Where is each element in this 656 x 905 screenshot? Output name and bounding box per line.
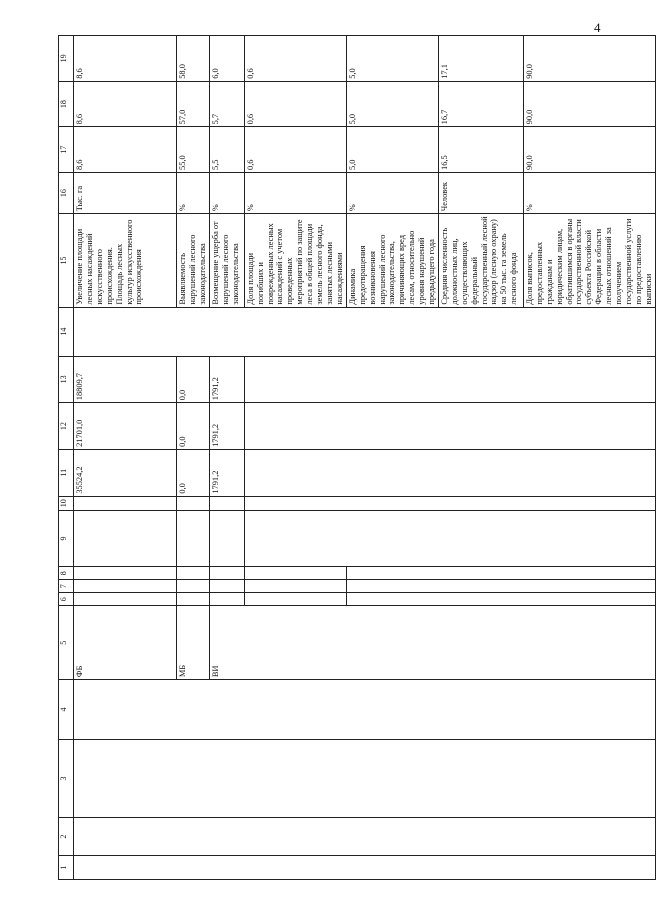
- funding-source-cell: ФБ: [74, 606, 177, 680]
- value-cell: 0,6: [244, 127, 346, 173]
- header-cell: 15: [59, 214, 74, 307]
- table-cell: [209, 496, 244, 510]
- table-row: [74, 36, 177, 880]
- indicator-name-cell: Динамика предотвращения возникновения нарушений лесного законодательства, причиняющих вред лесам, относительно уровня нарушений предыдущего года: [346, 214, 438, 307]
- indicator-name-cell: Доля площади погибших и поврежденных лесных насаждений с учетом проведенных мероприятий по защите леса в общей площади земель лесного фонда, занятых лесными насаждениями: [244, 214, 346, 307]
- value-cell: 6,0: [209, 36, 244, 82]
- header-cell: 2: [59, 818, 74, 856]
- unit-cell: %: [177, 172, 210, 213]
- header-row: [59, 36, 74, 880]
- table-cell: [74, 593, 177, 606]
- unit-cell: %: [523, 172, 655, 213]
- value-cell: 90,0: [523, 36, 655, 82]
- header-cell: 10: [59, 496, 74, 510]
- indicator-name-cell: Доля выписок, предоставленных гражданам и юридическим лицам, обратившимся в органы государственной власти субъекта Российской Федерации в области лесных отношений за получением государственной услуги по предоставлению выписки: [523, 214, 655, 307]
- value-cell: 90,0: [523, 127, 655, 173]
- value-cell: 5,0: [346, 36, 438, 82]
- value-cell: 5,0: [346, 127, 438, 173]
- amount-cell: 18809,7: [74, 356, 177, 403]
- unit-cell: Человек: [438, 172, 523, 213]
- amount-cell: 0,0: [177, 403, 210, 450]
- unit-cell: Тыс. га: [74, 172, 177, 213]
- funding-source-cell: ВИ: [209, 606, 655, 680]
- value-cell: 90,0: [523, 81, 655, 127]
- amount-cell: 21701,0: [74, 403, 177, 450]
- value-cell: 5,5: [209, 127, 244, 173]
- table-cell: [74, 680, 656, 740]
- header-cell: 12: [59, 403, 74, 450]
- table-cell: [209, 567, 244, 580]
- value-cell: 5,7: [209, 81, 244, 127]
- header-cell: 3: [59, 739, 74, 817]
- value-cell: 8,6: [74, 127, 177, 173]
- table-cell: [74, 818, 656, 856]
- table-cell: [177, 580, 210, 593]
- header-cell: 19: [59, 36, 74, 82]
- amount-cell: 0,0: [177, 356, 210, 403]
- table-cell: [244, 593, 346, 606]
- value-cell: 58,0: [177, 36, 210, 82]
- header-cell: 9: [59, 510, 74, 566]
- table-cell: [74, 580, 177, 593]
- table-cell: [244, 449, 655, 496]
- header-cell: 13: [59, 356, 74, 403]
- amount-cell: 35524,2: [74, 449, 177, 496]
- indicator-name-cell: Увеличение площади лесных насаждений искусственного происхождения. Площадь лесных культур искусственного происхождения: [74, 214, 177, 307]
- indicator-name-cell: Средняя численность должностных лиц, осуществляющих федеральный государственный лесной надзор (лесную охрану) на 50 тыс. га земель лесного фонда: [438, 214, 523, 307]
- value-cell: 55,0: [177, 127, 210, 173]
- unit-cell: %: [244, 172, 346, 213]
- table-cell: [209, 593, 244, 606]
- table-cell: [74, 856, 656, 880]
- amount-cell: 0,0: [177, 449, 210, 496]
- table-cell: [244, 510, 655, 566]
- unit-cell: %: [346, 172, 438, 213]
- header-cell: 17: [59, 127, 74, 173]
- value-cell: 17,1: [438, 36, 523, 82]
- table-cell: [209, 510, 244, 566]
- table-cell: [244, 403, 655, 450]
- indicator-table: [58, 35, 656, 880]
- table-cell: [209, 580, 244, 593]
- amount-cell: 1791,2: [209, 449, 244, 496]
- table-cell: [177, 593, 210, 606]
- table-cell: [346, 580, 655, 593]
- table-cell: [177, 510, 210, 566]
- funding-source-cell: МБ: [177, 606, 210, 680]
- value-cell: 0,6: [244, 81, 346, 127]
- indicator-name-cell: Выявляемость нарушений лесного законодательства: [177, 214, 210, 307]
- amount-cell: 1791,2: [209, 356, 244, 403]
- table-cell: [74, 567, 177, 580]
- table-cell: [244, 356, 655, 403]
- table-cell: [346, 593, 655, 606]
- rotated-table-wrapper: [58, 35, 653, 880]
- amount-cell: 1791,2: [209, 403, 244, 450]
- table-cell: [244, 496, 655, 510]
- header-cell: 18: [59, 81, 74, 127]
- header-cell: 7: [59, 580, 74, 593]
- table-cell: [346, 567, 655, 580]
- indicator-name-cell: Возмещение ущерба от нарушений лесного законодательства: [209, 214, 244, 307]
- value-cell: 16,5: [438, 127, 523, 173]
- header-cell: 6: [59, 593, 74, 606]
- table-cell: [244, 580, 346, 593]
- value-cell: 57,0: [177, 81, 210, 127]
- unit-cell: %: [209, 172, 244, 213]
- value-cell: 16,7: [438, 81, 523, 127]
- header-cell: 4: [59, 680, 74, 740]
- table-cell: [74, 739, 656, 817]
- table-cell: [74, 496, 177, 510]
- value-cell: 5,0: [346, 81, 438, 127]
- page-number: 4: [594, 20, 601, 35]
- table-cell: [244, 567, 346, 580]
- value-cell: 8,6: [74, 36, 177, 82]
- table-cell: [177, 496, 210, 510]
- header-cell: 11: [59, 449, 74, 496]
- header-cell: 5: [59, 606, 74, 680]
- header-cell: 1: [59, 856, 74, 880]
- value-cell: 0,6: [244, 36, 346, 82]
- header-cell: 14: [59, 307, 74, 356]
- header-cell: 8: [59, 567, 74, 580]
- value-cell: 8,6: [74, 81, 177, 127]
- table-cell: [177, 567, 210, 580]
- header-cell: 16: [59, 172, 74, 213]
- table-cell: [74, 510, 177, 566]
- table-cell: [74, 307, 656, 356]
